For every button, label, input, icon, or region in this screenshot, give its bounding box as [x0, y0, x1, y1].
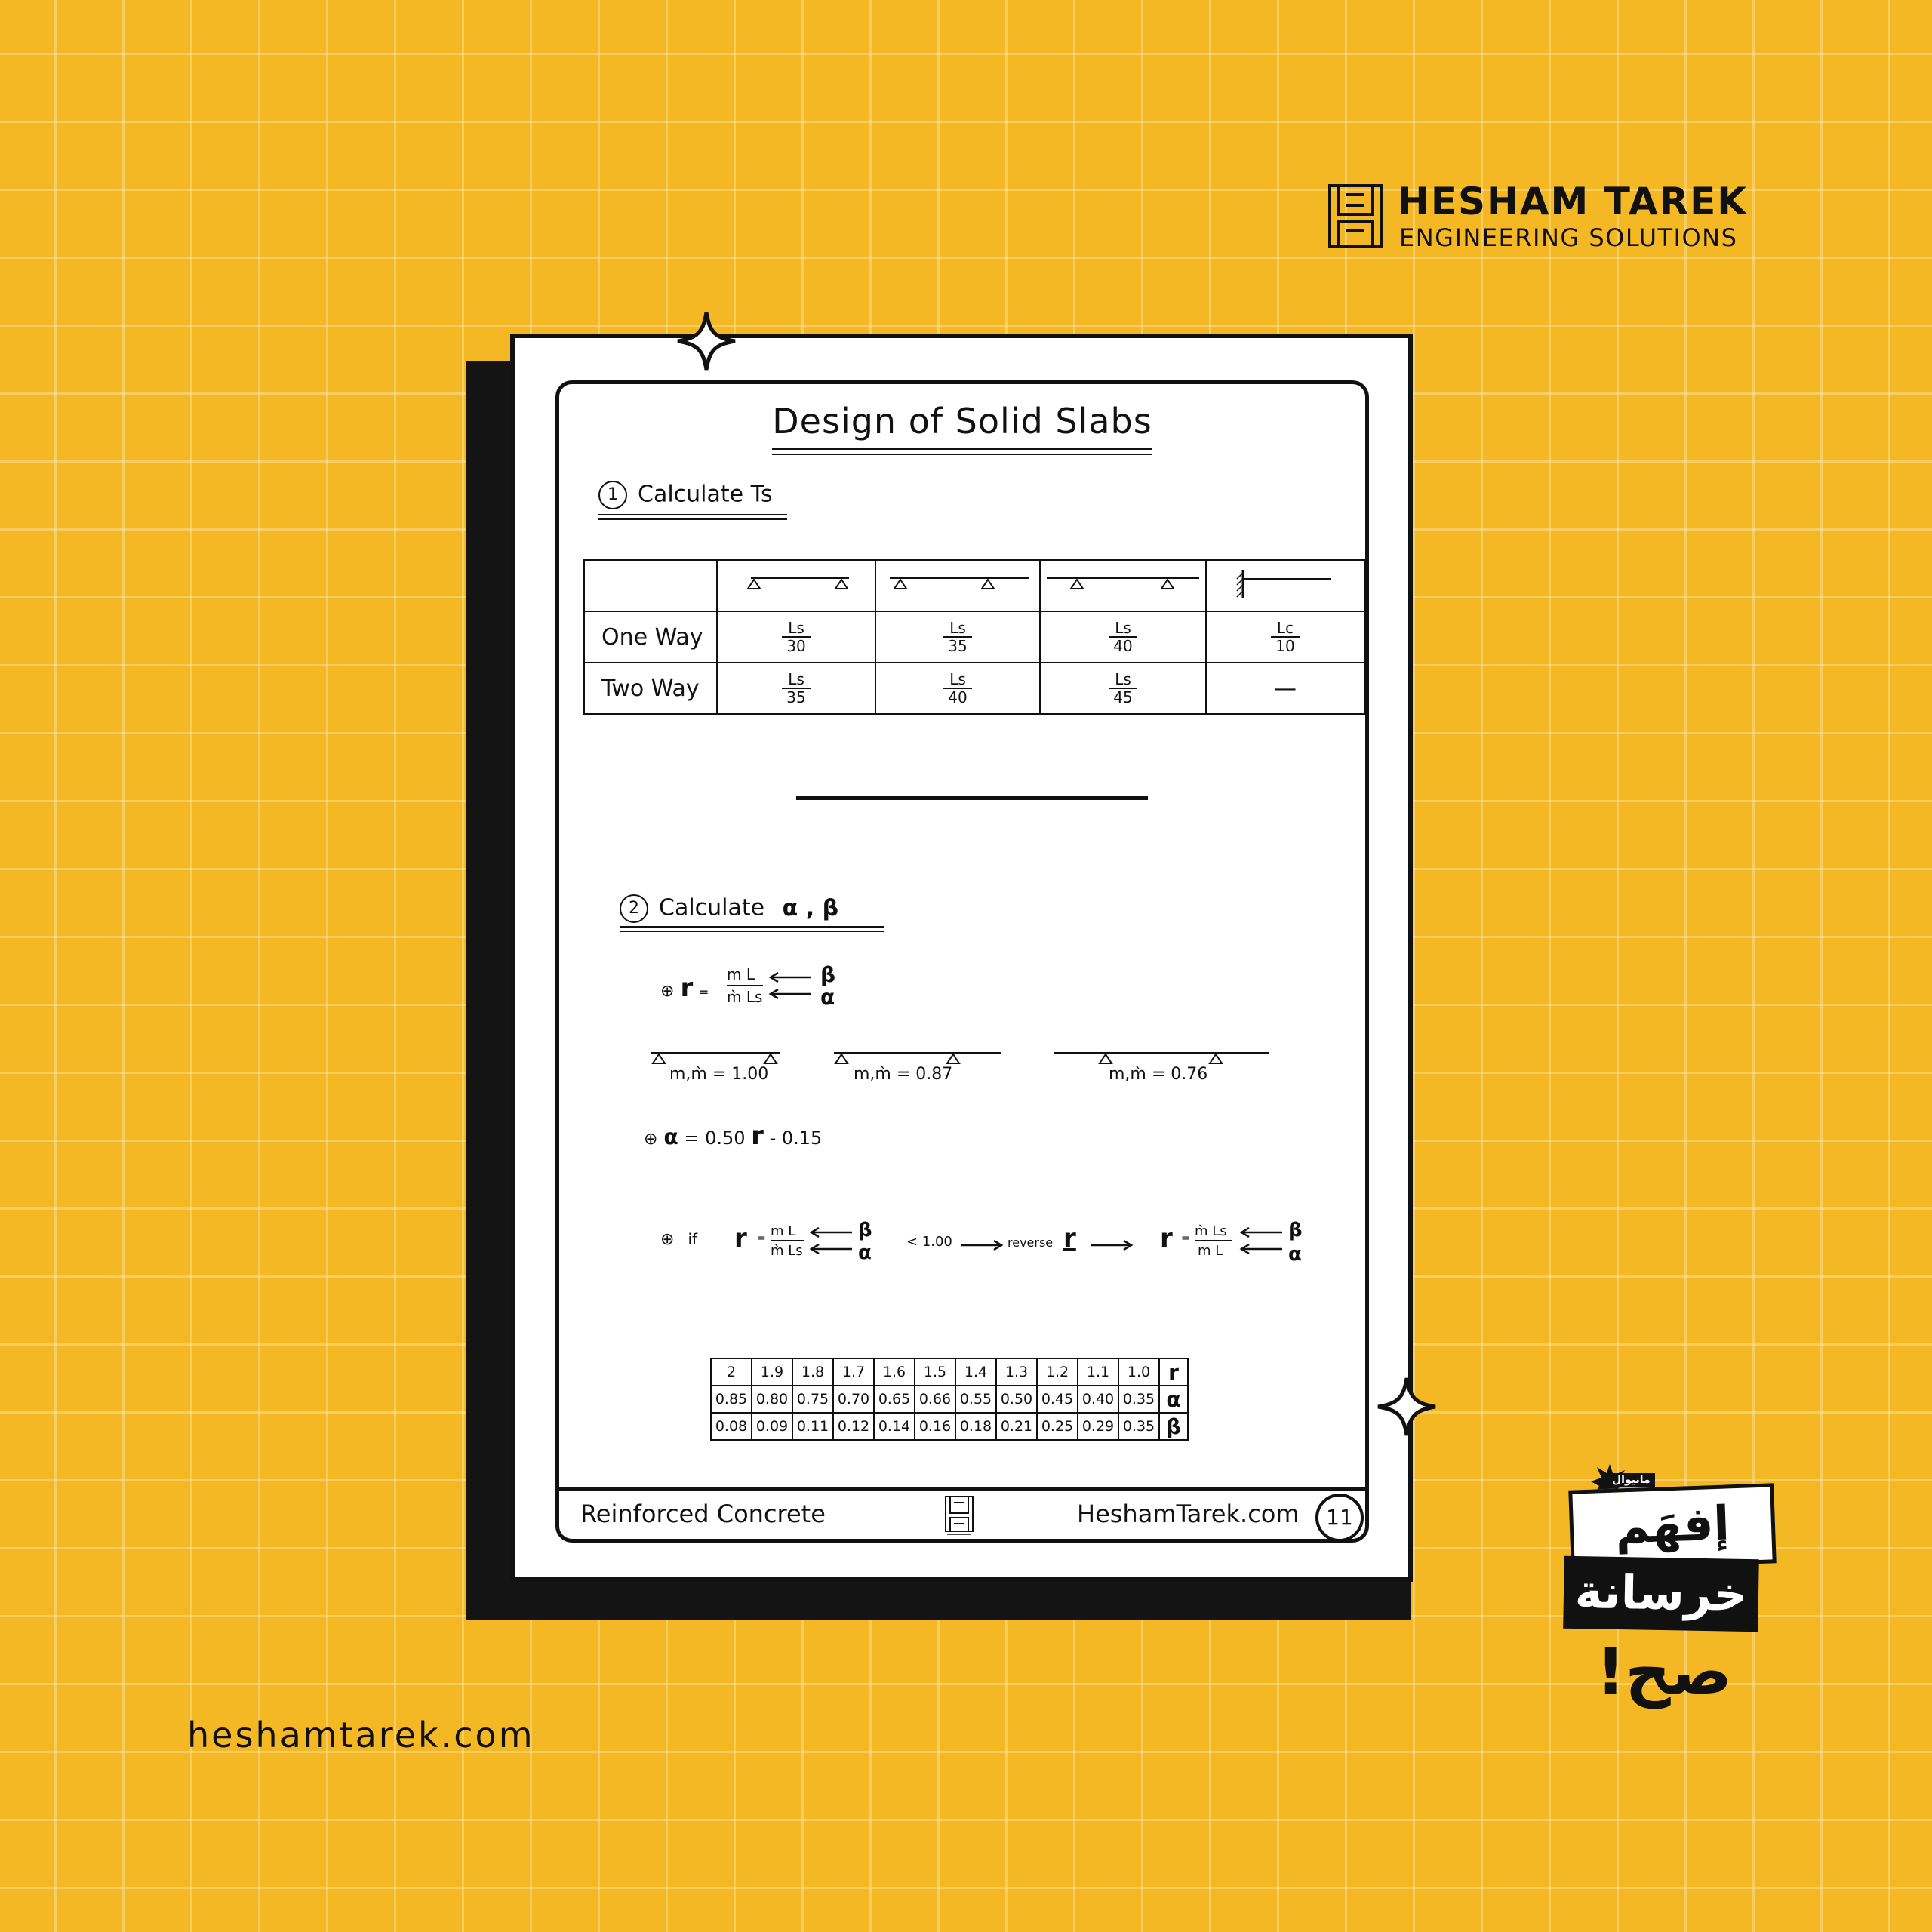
bullet-icon: ⊕ [644, 1130, 658, 1149]
cantilever-icon [1225, 565, 1346, 603]
less-than: < 1.00 [906, 1234, 952, 1250]
table-cell [875, 611, 1040, 663]
alpha-const: - 0.15 [769, 1128, 823, 1149]
equals: = [698, 985, 709, 999]
footer-website[interactable]: HeshamTarek.com [1077, 1500, 1300, 1528]
alpha-coef: = 0.50 [684, 1128, 746, 1149]
frac-num: Ls [1109, 671, 1137, 689]
page-title: Design of Solid Slabs [772, 401, 1152, 441]
table-cell: 0.85 [711, 1386, 752, 1413]
brand-logo-icon [1328, 184, 1383, 248]
frac-num: Ls [782, 620, 811, 638]
equals: = [1181, 1232, 1190, 1244]
r-symbol: r [734, 1223, 747, 1254]
title-underline [772, 448, 1152, 450]
alpha-symbol: α [1288, 1243, 1302, 1266]
table-cell: 1.7 [833, 1358, 874, 1386]
table-row [584, 611, 1364, 663]
one-end-continuous-icon [882, 569, 1033, 599]
table-cell: 0.11 [792, 1413, 833, 1440]
beta-symbol: β [858, 1219, 872, 1241]
table-cell [717, 663, 875, 714]
row-label: Two Way [584, 663, 717, 714]
both-ends-continuous-icon [1044, 569, 1202, 599]
section-underline [598, 518, 787, 520]
table-cell: 0.40 [1078, 1386, 1118, 1413]
table-cell: 0.14 [874, 1413, 915, 1440]
section-divider [796, 796, 1148, 800]
section-number: 2 [620, 894, 648, 923]
table-cell: 1.3 [996, 1358, 1037, 1386]
table-cell: 0.12 [833, 1413, 874, 1440]
fraction-bar [1195, 1240, 1232, 1241]
table-row [584, 560, 1364, 611]
frac-den: 35 [786, 688, 806, 706]
table-cell: 1.4 [955, 1358, 996, 1386]
title-underline [772, 454, 1152, 455]
document-page [555, 380, 1369, 1543]
frac-num: Ls [1109, 620, 1137, 638]
table-cell: 0.66 [915, 1386, 955, 1413]
fraction-bar [727, 985, 763, 986]
badge-line-1: إفهَم [1568, 1483, 1777, 1570]
r-symbol: r [680, 973, 694, 1003]
table-row [711, 1386, 1188, 1413]
r-symbol: r [1063, 1223, 1076, 1254]
beta-header: β [1159, 1413, 1188, 1440]
badge-line-2: خرسانة [1563, 1556, 1759, 1632]
table-cell [1040, 611, 1206, 663]
frac-den: 10 [1275, 637, 1295, 655]
arrow-icon [768, 971, 813, 1001]
table-cell [875, 663, 1040, 714]
frac-num: Ls [943, 620, 972, 638]
arrow-right-icon [1089, 1240, 1134, 1251]
frac-num: Ls [782, 671, 811, 689]
website-url[interactable]: heshamtarek.com [187, 1715, 535, 1755]
table-cell: 1.5 [915, 1358, 955, 1386]
fraction-bar [771, 1240, 804, 1241]
section-2-symbols: α , β [782, 894, 839, 921]
thickness-table [583, 559, 1365, 715]
table-cell: 0.21 [996, 1413, 1037, 1440]
frac-den: 40 [1113, 637, 1133, 655]
table-cell [1040, 560, 1206, 611]
section-2-label: Calculate [659, 894, 765, 921]
equals: = [757, 1232, 766, 1244]
brand-header [1328, 181, 1751, 257]
alpha-beta-table [710, 1358, 1189, 1441]
brand-name: HESHAM TAREK [1398, 180, 1749, 223]
r-numerator: m L [727, 965, 755, 983]
frac-den: 30 [786, 637, 806, 655]
table-cell: 1.1 [1078, 1358, 1118, 1386]
arabic-badge [1547, 1464, 1789, 1736]
table-cell [875, 560, 1040, 611]
footer-subject: Reinforced Concrete [580, 1500, 826, 1528]
table-cell: 0.29 [1078, 1413, 1118, 1440]
brand-tagline: ENGINEERING SOLUTIONS [1399, 223, 1738, 252]
table-row [711, 1413, 1188, 1440]
case-label: m,m̀ = 0.76 [1109, 1065, 1208, 1084]
row-label: One Way [584, 611, 717, 663]
beta-symbol: β [1288, 1219, 1303, 1241]
table-cell: 0.08 [711, 1413, 752, 1440]
section-1-heading [598, 481, 773, 509]
beta-symbol: β [820, 962, 836, 987]
table-cell: 0.45 [1037, 1386, 1078, 1413]
section-2-heading [620, 894, 838, 923]
page-number: 11 [1315, 1494, 1364, 1542]
sparkle-icon [1375, 1375, 1438, 1438]
table-cell: 1.9 [752, 1358, 792, 1386]
table-cell: 0.35 [1118, 1386, 1159, 1413]
table-cell [717, 611, 875, 663]
rev-denominator: m L [1198, 1243, 1223, 1259]
table-cell: 1.6 [874, 1358, 915, 1386]
table-cell: 0.50 [996, 1386, 1037, 1413]
table-cell: 0.09 [752, 1413, 792, 1440]
frac-den: 45 [1113, 688, 1133, 706]
if-denominator: m̀ Ls [771, 1243, 803, 1259]
table-cell: 0.18 [955, 1413, 996, 1440]
table-cell: 1.0 [1118, 1358, 1159, 1386]
table-cell: 0.80 [752, 1386, 792, 1413]
table-cell: 0.65 [874, 1386, 915, 1413]
page-footer [559, 1487, 1365, 1540]
case-label: m,m̀ = 1.00 [669, 1065, 769, 1084]
bullet-icon: ⊕ [660, 982, 675, 1001]
frac-den: 35 [948, 637, 968, 655]
footer-logo-icon [944, 1495, 974, 1537]
arrow-icon [1238, 1226, 1284, 1257]
table-row [711, 1358, 1188, 1386]
section-underline [620, 926, 884, 928]
table-cell: — [1206, 663, 1364, 714]
table-cell: 1.2 [1037, 1358, 1078, 1386]
case-label: m,m̀ = 0.87 [854, 1065, 953, 1084]
r-denominator: m̀ Ls [727, 988, 763, 1006]
table-cell [1206, 560, 1364, 611]
r-symbol: r [1160, 1223, 1173, 1254]
table-cell [1040, 663, 1206, 714]
table-cell [717, 560, 875, 611]
if-word: if [688, 1230, 698, 1248]
table-cell [584, 560, 717, 611]
alpha-symbol: α [820, 985, 835, 1010]
r-header: r [1159, 1358, 1188, 1386]
arrow-icon [808, 1226, 854, 1257]
frac-num: Lc [1271, 620, 1300, 638]
bullet-icon: ⊕ [660, 1230, 675, 1249]
badge-line-3: صح! [1595, 1635, 1733, 1709]
if-formula [660, 1228, 697, 1249]
rev-numerator: m̀ Ls [1195, 1223, 1227, 1239]
alpha-symbol: α [858, 1241, 872, 1264]
frac-num: Ls [943, 671, 972, 689]
table-cell: 0.25 [1037, 1413, 1078, 1440]
alpha-formula [644, 1121, 822, 1151]
table-cell [1206, 611, 1364, 663]
table-cell: 1.8 [792, 1358, 833, 1386]
table-cell: 0.35 [1118, 1413, 1159, 1440]
table-cell: 2 [711, 1358, 752, 1386]
alpha-symbol: α [663, 1124, 678, 1149]
section-1-label: Calculate Ts [638, 481, 773, 508]
sparkle-icon [675, 309, 738, 373]
reverse-word: reverse [1008, 1235, 1054, 1250]
section-underline [620, 931, 884, 932]
alpha-header: α [1159, 1386, 1188, 1413]
table-cell: 0.75 [792, 1386, 833, 1413]
table-cell: 0.55 [955, 1386, 996, 1413]
simply-supported-icon [736, 569, 857, 599]
r-symbol: r [751, 1121, 764, 1151]
section-number: 1 [598, 481, 627, 509]
arrow-right-icon [959, 1240, 1004, 1251]
table-row [584, 663, 1364, 714]
badge-top-tag: مانيوال [1607, 1473, 1655, 1487]
section-underline [598, 514, 787, 515]
frac-den: 40 [948, 688, 968, 706]
r-formula [660, 973, 709, 1003]
table-cell: 0.70 [833, 1386, 874, 1413]
if-numerator: m L [771, 1223, 796, 1239]
table-cell: 0.16 [915, 1413, 955, 1440]
